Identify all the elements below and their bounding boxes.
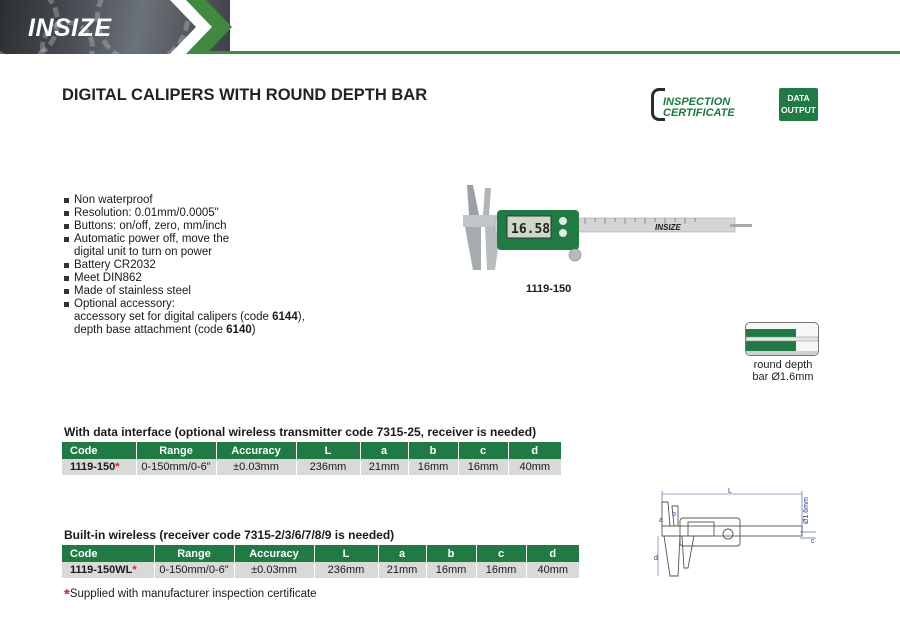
table-cell: 0-150mm/0-6" bbox=[154, 562, 234, 578]
caliper-product-image bbox=[455, 180, 755, 280]
table-header-row bbox=[62, 442, 561, 459]
table-cell: 16mm bbox=[408, 459, 458, 475]
column-header: c bbox=[458, 442, 508, 459]
data-output-line-1: DATA bbox=[787, 93, 810, 103]
dim-label-diameter: Ø1.6mm bbox=[803, 497, 810, 524]
scale-brand-text: INSIZE bbox=[655, 223, 681, 232]
column-header: Code bbox=[62, 545, 154, 562]
table-cell: ±0.03mm bbox=[216, 459, 296, 475]
code-cell bbox=[62, 459, 136, 475]
code-value: 1119-150 bbox=[70, 461, 116, 473]
certificate-star-marker: * bbox=[132, 564, 137, 576]
table-cell: 40mm bbox=[526, 562, 579, 578]
footnote bbox=[64, 584, 317, 601]
column-header: c bbox=[476, 545, 526, 562]
data-output-line-2: OUTPUT bbox=[781, 105, 816, 115]
header-banner bbox=[0, 0, 900, 54]
accessory-code: 6140 bbox=[226, 324, 252, 336]
table-cell: 236mm bbox=[296, 459, 360, 475]
column-header: a bbox=[378, 545, 426, 562]
dim-label-c: c bbox=[811, 538, 815, 545]
dim-label-L: L bbox=[728, 488, 732, 495]
dim-label-d: d bbox=[654, 555, 658, 562]
feature-item: Automatic power off, move the bbox=[64, 233, 344, 246]
footnote-star: * bbox=[64, 586, 70, 603]
column-header: Range bbox=[136, 442, 216, 459]
code-cell bbox=[62, 562, 154, 578]
display-readout: 16.58 bbox=[511, 222, 551, 237]
column-header: a bbox=[360, 442, 408, 459]
column-header: Code bbox=[62, 442, 136, 459]
column-header: b bbox=[426, 545, 476, 562]
table-cell: ±0.03mm bbox=[234, 562, 314, 578]
table-cell: 16mm bbox=[426, 562, 476, 578]
column-header: Accuracy bbox=[216, 442, 296, 459]
caliper-dimension-drawing bbox=[650, 488, 820, 583]
accessory-text: accessory set for digital calipers (code bbox=[74, 311, 273, 323]
table-cell: 236mm bbox=[314, 562, 378, 578]
column-header: d bbox=[508, 442, 561, 459]
feature-item: Buttons: on/off, zero, mm/inch bbox=[64, 220, 344, 233]
spec-table-data-interface bbox=[62, 442, 561, 475]
accessory-text: ), bbox=[297, 311, 305, 323]
dim-label-a: a bbox=[659, 517, 663, 524]
code-value: 1119-150WL bbox=[70, 564, 133, 576]
feature-list bbox=[64, 194, 344, 337]
depth-bar-detail-image bbox=[745, 322, 819, 356]
table-cell: 0-150mm/0-6" bbox=[136, 459, 216, 475]
feature-item: Made of stainless steel bbox=[64, 285, 344, 298]
accessory-line-2 bbox=[64, 324, 344, 337]
feature-item: Resolution: 0.01mm/0.0005" bbox=[64, 207, 344, 220]
footnote-text: Supplied with manufacturer inspection certificate bbox=[69, 588, 317, 600]
certificate-text bbox=[663, 97, 735, 119]
table1-title: With data interface (optional wireless transmitter code 7315-25, receiver is needed) bbox=[64, 425, 537, 439]
feature-item: Non waterproof bbox=[64, 194, 344, 207]
depth-caption-line: bar Ø1.6mm bbox=[752, 371, 814, 383]
feature-item: Optional accessory: bbox=[64, 298, 344, 311]
table-row bbox=[62, 459, 561, 475]
table-cell: 40mm bbox=[508, 459, 561, 475]
feature-item-continued: digital unit to turn on power bbox=[74, 246, 213, 258]
table-cell: 21mm bbox=[360, 459, 408, 475]
table-row bbox=[62, 562, 579, 578]
column-header: Accuracy bbox=[234, 545, 314, 562]
brand-logo: INSIZE bbox=[28, 14, 112, 42]
depth-caption-line: round depth bbox=[753, 359, 813, 371]
spec-table-built-in-wireless bbox=[62, 545, 579, 578]
table-header-row bbox=[62, 545, 579, 562]
certificate-line-2: CERTIFICATE bbox=[663, 107, 735, 119]
page-title: DIGITAL CALIPERS WITH ROUND DEPTH BAR bbox=[62, 86, 428, 104]
column-header: Range bbox=[154, 545, 234, 562]
accessory-line-1 bbox=[64, 311, 344, 324]
table-cell: 16mm bbox=[458, 459, 508, 475]
column-header: L bbox=[296, 442, 360, 459]
accessory-text: ) bbox=[251, 324, 256, 336]
accessory-text: depth base attachment (code bbox=[74, 324, 227, 336]
certificate-star-marker: * bbox=[115, 461, 120, 473]
feature-item: Meet DIN862 bbox=[64, 272, 344, 285]
table2-title: Built-in wireless (receiver code 7315-2/3/6/7/8/9 is needed) bbox=[64, 528, 395, 542]
column-header: b bbox=[408, 442, 458, 459]
table-cell: 21mm bbox=[378, 562, 426, 578]
header-rule bbox=[200, 51, 900, 54]
product-model-label: 1119-150 bbox=[526, 283, 572, 295]
column-header: d bbox=[526, 545, 579, 562]
feature-item: Battery CR2032 bbox=[64, 259, 344, 272]
accessory-code: 6144 bbox=[272, 311, 298, 323]
certificate-line-1: INSPECTION bbox=[663, 96, 731, 108]
data-output-badge bbox=[779, 88, 818, 121]
dim-label-b: b bbox=[672, 511, 676, 518]
table-cell: 16mm bbox=[476, 562, 526, 578]
inspection-certificate-badge bbox=[651, 86, 761, 124]
column-header: L bbox=[314, 545, 378, 562]
depth-bar-caption bbox=[748, 359, 818, 383]
